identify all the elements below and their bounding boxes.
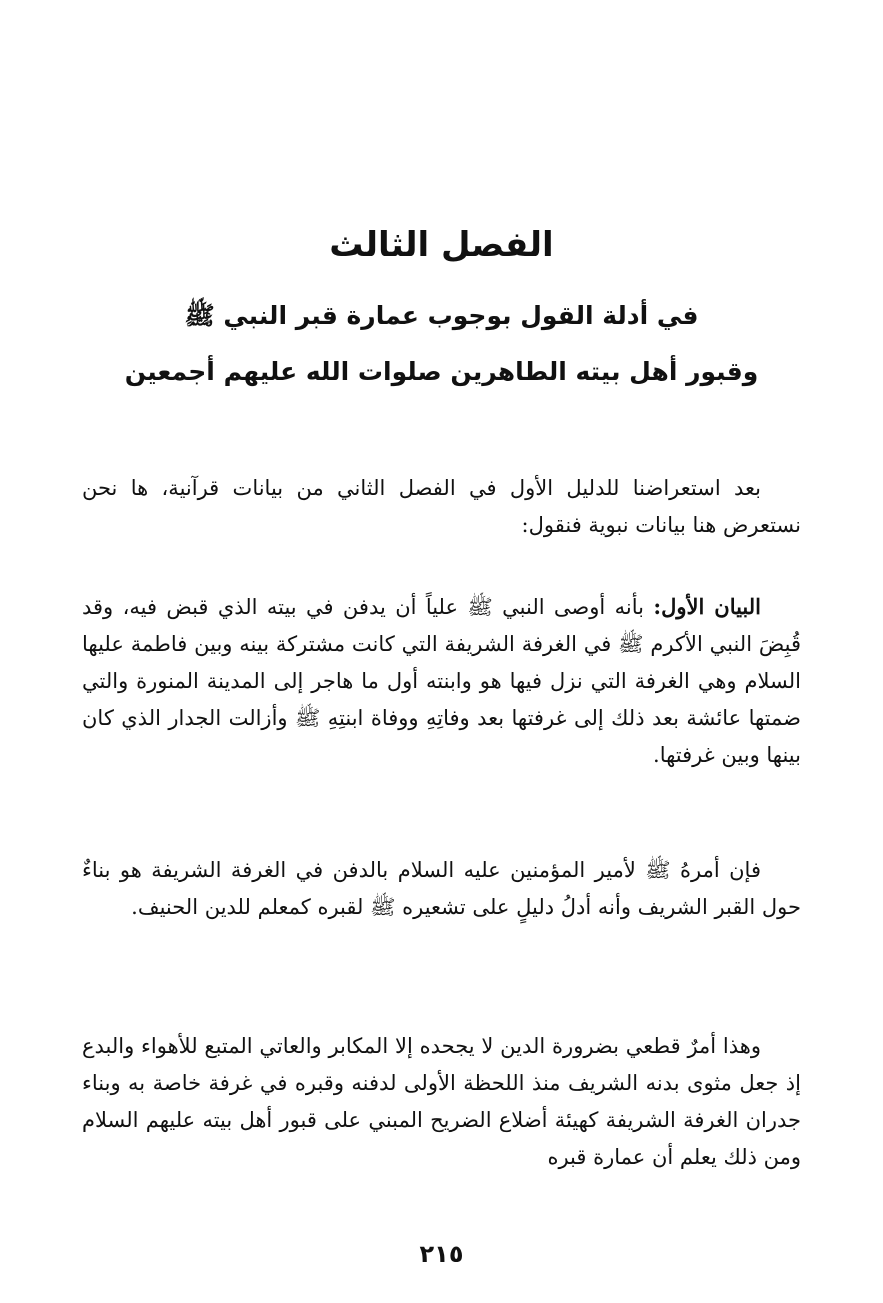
first-statement-body: بأنه أوصى النبي ﷺ علياً أن يدفن في بيته الذي قبض فيه، وقد قُبِضَ النبي الأكرم ﷺ في الغرفة الشريفة التي كانت مشتركة بينه وبين فاطمة عليها السلام وهي الغرفة التي نزل فيها هو وابنته أول ما هاجر إلى المدينة المنورة والتي ضمتها عائشة بعد ذلك إلى غرفتها بعد وفاتِهِ ووفاة ابنتِهِ ﷺ وأزالت الجدار الذي كان بينها وبين غرفتها. (82, 595, 801, 767)
intro-paragraph: بعد استعراضنا للدليل الأول في الفصل الثاني من بيانات قرآنية، ها نحن نستعرض هنا بيانات نبوية فنقول: (82, 476, 801, 537)
second-paragraph: فإن أمرهُ ﷺ لأمير المؤمنين عليه السلام بالدفن في الغرفة الشريفة هو بناءٌ حول القبر الشريف وأنه أدلُ دليلٍ على تشعيره ﷺ لقبره كمعلم للدين الحنيف. (82, 858, 801, 919)
page-number: ٢١٥ (419, 1240, 464, 1268)
chapter-title: الفصل الثالث (329, 225, 554, 265)
chapter-subtitle-line-1: في أدلة القول بوجوب عمارة قبر النبي ﷺ (184, 301, 699, 330)
third-paragraph: وهذا أمرٌ قطعي بضرورة الدين لا يجحده إلا المكابر والعاتي المتبع للأهواء والبدع إذ جعل مثوى بدنه الشريف منذ اللحظة الأولى لدفنه وقبره في غرفة خاصة به وبناء جدران الغرفة الشريفة كهيئة أضلاع الضريح المبني على قبور أهل بيته عليهم السلام ومن ذلك يعلم أن عمارة قبره (82, 1034, 801, 1169)
first-statement-paragraph (82, 588, 801, 774)
chapter-subtitle-line-2: وقبور أهل بيته الطاهرين صلوات الله عليهم أجمعين (124, 357, 759, 386)
first-statement-lead: البيان الأول: (653, 594, 762, 619)
